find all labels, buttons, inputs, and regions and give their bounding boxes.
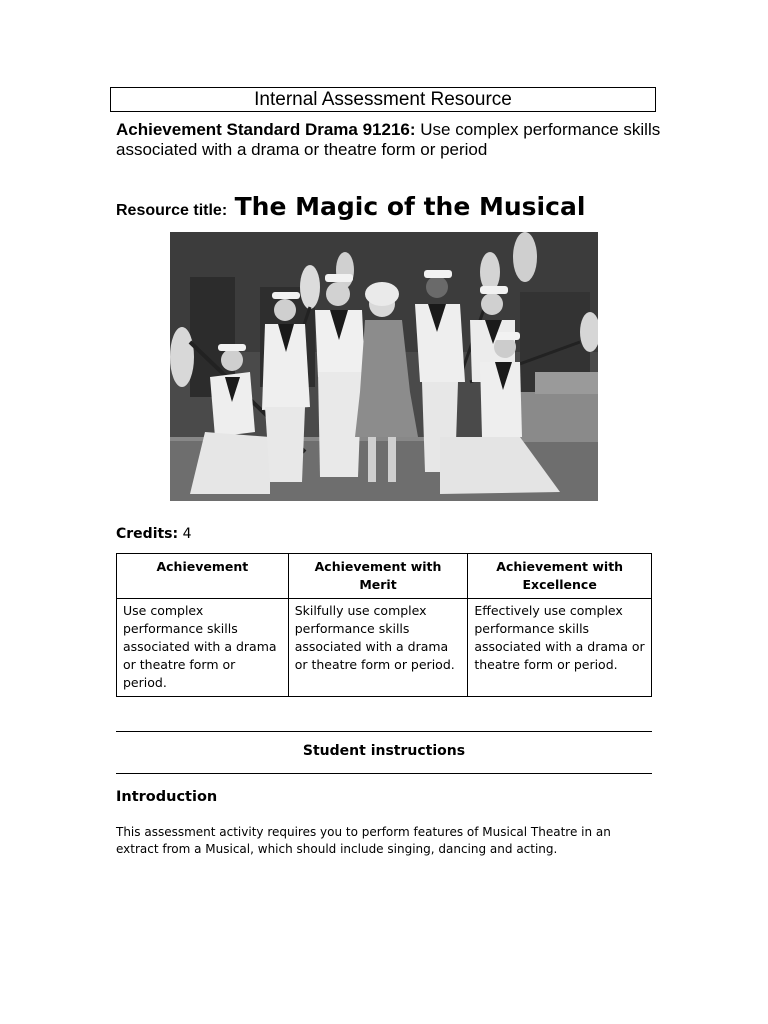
credits-value: 4: [182, 526, 192, 542]
divider-top: [116, 731, 652, 732]
resource-title-line: [116, 192, 676, 221]
cell-merit: Skilfully use complex performance skills associated with a drama or theatre form or period.: [288, 599, 468, 697]
credits-label: Credits:: [116, 526, 179, 542]
introduction-text: This assessment activity requires you to perform features of Musical Theatre in an extract from a Musical, which should include singing, dancing and acting.: [116, 825, 611, 856]
cell-achievement: Use complex performance skills associated with a drama or theatre form or period.: [117, 599, 289, 697]
divider-bottom: [116, 773, 652, 774]
standard-description: Use complex performance skills associated with a drama or theatre form or period: [116, 120, 661, 159]
introduction-heading: Introduction: [116, 789, 218, 805]
header-merit: Achievement with Merit: [288, 554, 468, 599]
header-title: Internal Assessment Resource: [254, 89, 512, 110]
header-excellence: Achievement with Excellence: [468, 554, 652, 599]
achievement-standard: [116, 120, 661, 160]
header-achievement: Achievement: [117, 554, 289, 599]
achievement-criteria-table: [116, 553, 652, 697]
student-instructions-heading: Student instructions: [302, 743, 466, 759]
photo-illustration: [170, 232, 598, 501]
credits-line: [116, 526, 192, 542]
table-header-row: [117, 554, 652, 599]
musical-performance-photo: [170, 232, 598, 501]
standard-label: Achievement Standard Drama 91216:: [116, 120, 416, 139]
resource-title-value: The Magic of the Musical: [234, 192, 586, 221]
resource-title-label: Resource title:: [116, 202, 228, 219]
document-header: [110, 87, 656, 112]
table-row: [117, 599, 652, 697]
cell-excellence: Effectively use complex performance skills associated with a drama or theatre form or period.: [468, 599, 652, 697]
